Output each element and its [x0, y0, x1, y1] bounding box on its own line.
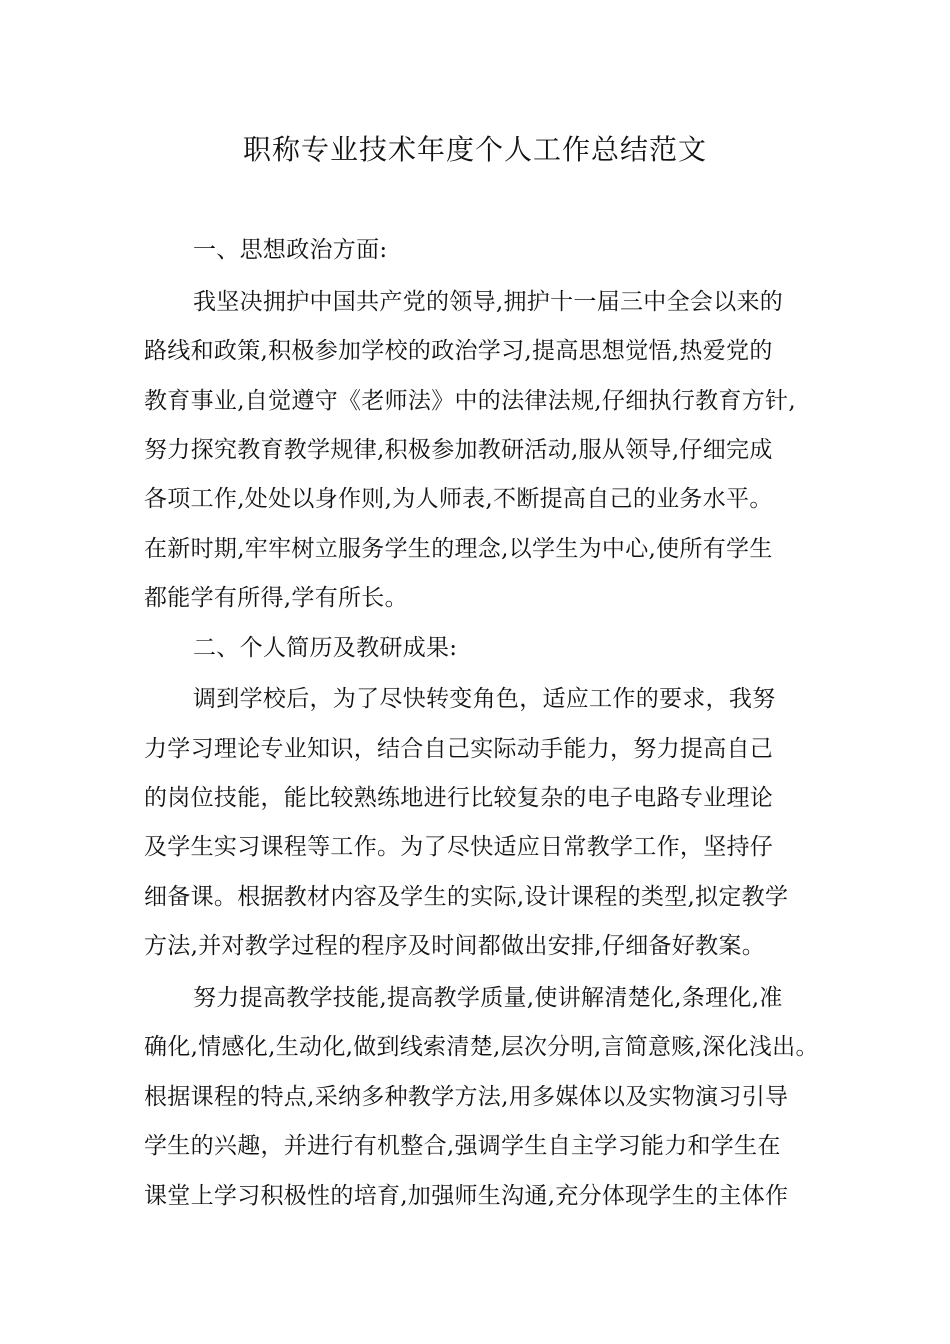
paragraph-line: 课堂上学习积极性的培育,加强师生沟通,充分体现学生的主体作 [144, 1183, 789, 1209]
paragraph-line: 根据课程的特点,采纳多种教学方法,用多媒体以及实物演习引导 [144, 1084, 789, 1110]
paragraph-line: 我坚决拥护中国共产党的领导,拥护十一届三中全会以来的 [193, 289, 784, 315]
paragraph-line: 调到学校后，为了尽快转变角色，适应工作的要求，我努 [193, 686, 776, 712]
paragraph-line: 学生的兴趣，并进行有机整合,强调学生自主学习能力和学生在 [144, 1133, 781, 1159]
paragraph-line: 方法,并对教学过程的程序及时间都做出安排,仔细备好教案。 [144, 933, 766, 959]
paragraph-line: 路线和政策,积极参加学校的政治学习,提高思想觉悟,热爱党的 [144, 338, 773, 364]
document-title: 职称专业技术年度个人工作总结范文 [242, 133, 707, 166]
paragraph-line: 努力提高教学技能,提高教学质量,使讲解清楚化,条理化,准 [193, 985, 783, 1011]
paragraph-line: 力学习理论专业知识，结合自己实际动手能力，努力提高自己 [144, 736, 774, 762]
paragraph-line: 细备课。根据教材内容及学生的实际,设计课程的类型,拟定教学 [144, 884, 789, 910]
paragraph-line: 都能学有所得,学有所长。 [144, 585, 408, 611]
paragraph-line: 在新时期,牢牢树立服务学生的理念,以学生为中心,使所有学生 [144, 536, 773, 562]
paragraph-line: 确化,情感化,生动化,做到线索清楚,层次分明,言简意赅,深化浅出。 [144, 1034, 819, 1060]
section-heading-2: 二、个人简历及教研成果: [193, 635, 458, 661]
paragraph-line: 教育事业,自觉遵守《老师法》中的法律法规,仔细执行教育方针, [144, 388, 796, 414]
paragraph-line: 各项工作,处处以身作则,为人师表,不断提高自己的业务水平。 [144, 486, 773, 512]
paragraph-line: 的岗位技能，能比较熟练地进行比较复杂的电子电路专业理论 [144, 785, 774, 811]
paragraph-line: 努力探究教育教学规律,积极参加教研活动,服从领导,仔细完成 [144, 437, 773, 463]
paragraph-line: 及学生实习课程等工作。为了尽快适应日常教学工作，坚持仔 [144, 834, 774, 860]
section-heading-1: 一、思想政治方面: [193, 237, 388, 263]
